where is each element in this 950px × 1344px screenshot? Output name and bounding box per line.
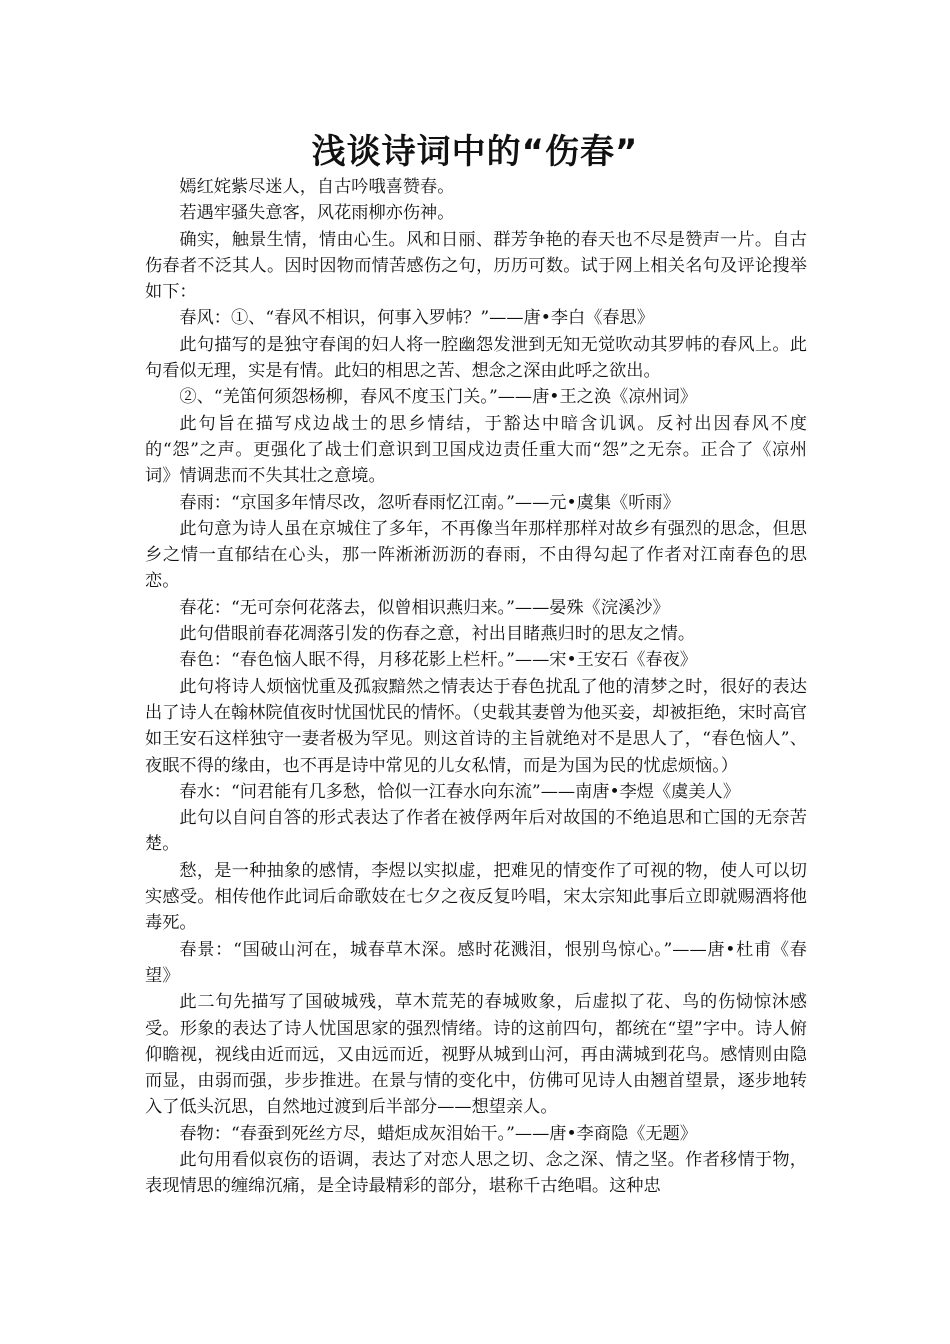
commentary-paragraph: 此句旨在描写戍边战士的思乡情结，于豁达中暗含讥讽。反衬出因春风不度的“怨”之声。更强化了战士们意识到卫国戍边责任重大而“怨”之无奈。正合了《凉州词》情调悲而不失其壮之意境。: [145, 413, 807, 487]
poem-line-2: 若遇牢骚失意客，风花雨柳亦伤神。: [179, 203, 455, 224]
intro-paragraph: 确实，触景生情，情由心生。风和日丽、群芳争艳的春天也不尽是赞声一片。自古伤春者不泛其人。因时因物而情苦感伤之句，历历可数。试于网上相关名句及评论搜举如下：: [145, 229, 807, 303]
commentary-paragraph: 此句描写的是独守春闺的妇人将一腔幽怨发泄到无知无觉吹动其罗帏的春风上。此句看似无理，实是有情。此妇的相思之苦、想念之深由此呼之欲出。: [145, 334, 807, 382]
commentary-paragraph: 此句意为诗人虽在京城住了多年，不再像当年那样那样对故乡有强烈的思念，但思乡之情一直郁结在心头，那一阵淅淅沥沥的春雨，不由得勾起了作者对江南春色的思恋。: [145, 518, 807, 592]
commentary-paragraph: 此句以自问自答的形式表达了作者在被俘两年后对故国的不绝追思和亡国的无奈苦楚。: [145, 808, 807, 855]
quote-spring-flower: 春花：“无可奈何花落去，似曾相识燕归来。”——晏殊《浣溪沙》: [179, 597, 670, 618]
document-title: 浅谈诗词中的“伤春”: [311, 132, 639, 172]
quote-spring-rain: 春雨：“京国多年情尽改，忽听春雨忆江南。”——元•虞集《听雨》: [179, 492, 680, 513]
quote-spring-water: 春水：“问君能有几多愁，恰似一江春水向东流”——南唐•李煜《虞美人》: [179, 781, 740, 802]
commentary-paragraph: 此句用看似哀伤的语调，表达了对恋人思之切、念之深、情之坚。作者移情于物，表现情思的缠绵沉痛，是全诗最精彩的部分，堪称千古绝唱。这种忠: [145, 1149, 807, 1197]
quote-spring-wind-1: 春风：①、“春风不相识，何事入罗帏？”——唐•李白《春思》: [179, 308, 654, 329]
quote-spring-object: 春物：“春蚕到死丝方尽，蜡炬成灰泪始干。”——唐•李商隐《无题》: [179, 1123, 697, 1144]
commentary-paragraph: 愁，是一种抽象的感情，李煜以实拟虚，把难见的情变作了可视的物，使人可以切实感受。相传他作此词后命歌妓在七夕之夜反复吟唱，宋太宗知此事后立即就赐酒将他毒死。: [145, 860, 807, 934]
commentary-paragraph: 此二句先描写了国破城残，草木荒芜的春城败象，后虚拟了花、鸟的伤恸惊沐感受。形象的表达了诗人忧国思家的强烈情绪。诗的这前四句，都统在“望”字中。诗人俯仰瞻视，视线由近而远，又由远而近，视野从城到山河，再由满城到花鸟。感情则由隐而显，由弱而强，步步推进。在景与情的变化中，仿佛可见诗人由翘首望景，逐步地转入了低头沉思，自然地过渡到后半部分——想望亲人。: [145, 992, 807, 1118]
commentary-paragraph: 此句将诗人烦恼忧重及孤寂黯然之情表达于春色扰乱了他的清梦之时，很好的表达出了诗人在翰林院值夜时忧国忧民的情怀。（史载其妻曾为他买妾，却被拒绝，宋时高官如王安石这样独守一妻者极为罕见。则这首诗的主旨就绝对不是思人了，“春色恼人”、夜眠不得的缘由，也不再是诗中常见的儿女私情，而是为国为民的忧虑烦恼。）: [145, 676, 807, 776]
quote-spring-wind-2: ②、“羌笛何须怨杨柳，春风不度玉门关。”——唐•王之涣《凉州词》: [179, 387, 697, 408]
quote-spring-color: 春色：“春色恼人眠不得，月移花影上栏杆。”——宋•王安石《春夜》: [179, 650, 697, 671]
quote-spring-scene: 春景：“国破山河在，城春草木深。感时花溅泪，恨别鸟惊心。”——唐•杜甫《春望》: [145, 939, 807, 986]
commentary-paragraph: 此句借眼前春花凋落引发的伤春之意，衬出目睹燕归时的思友之情。: [179, 624, 696, 645]
poem-line-1: 嫣红姹紫尽迷人，自古吟哦喜赞春。: [179, 177, 455, 197]
document-body: [145, 174, 807, 1200]
